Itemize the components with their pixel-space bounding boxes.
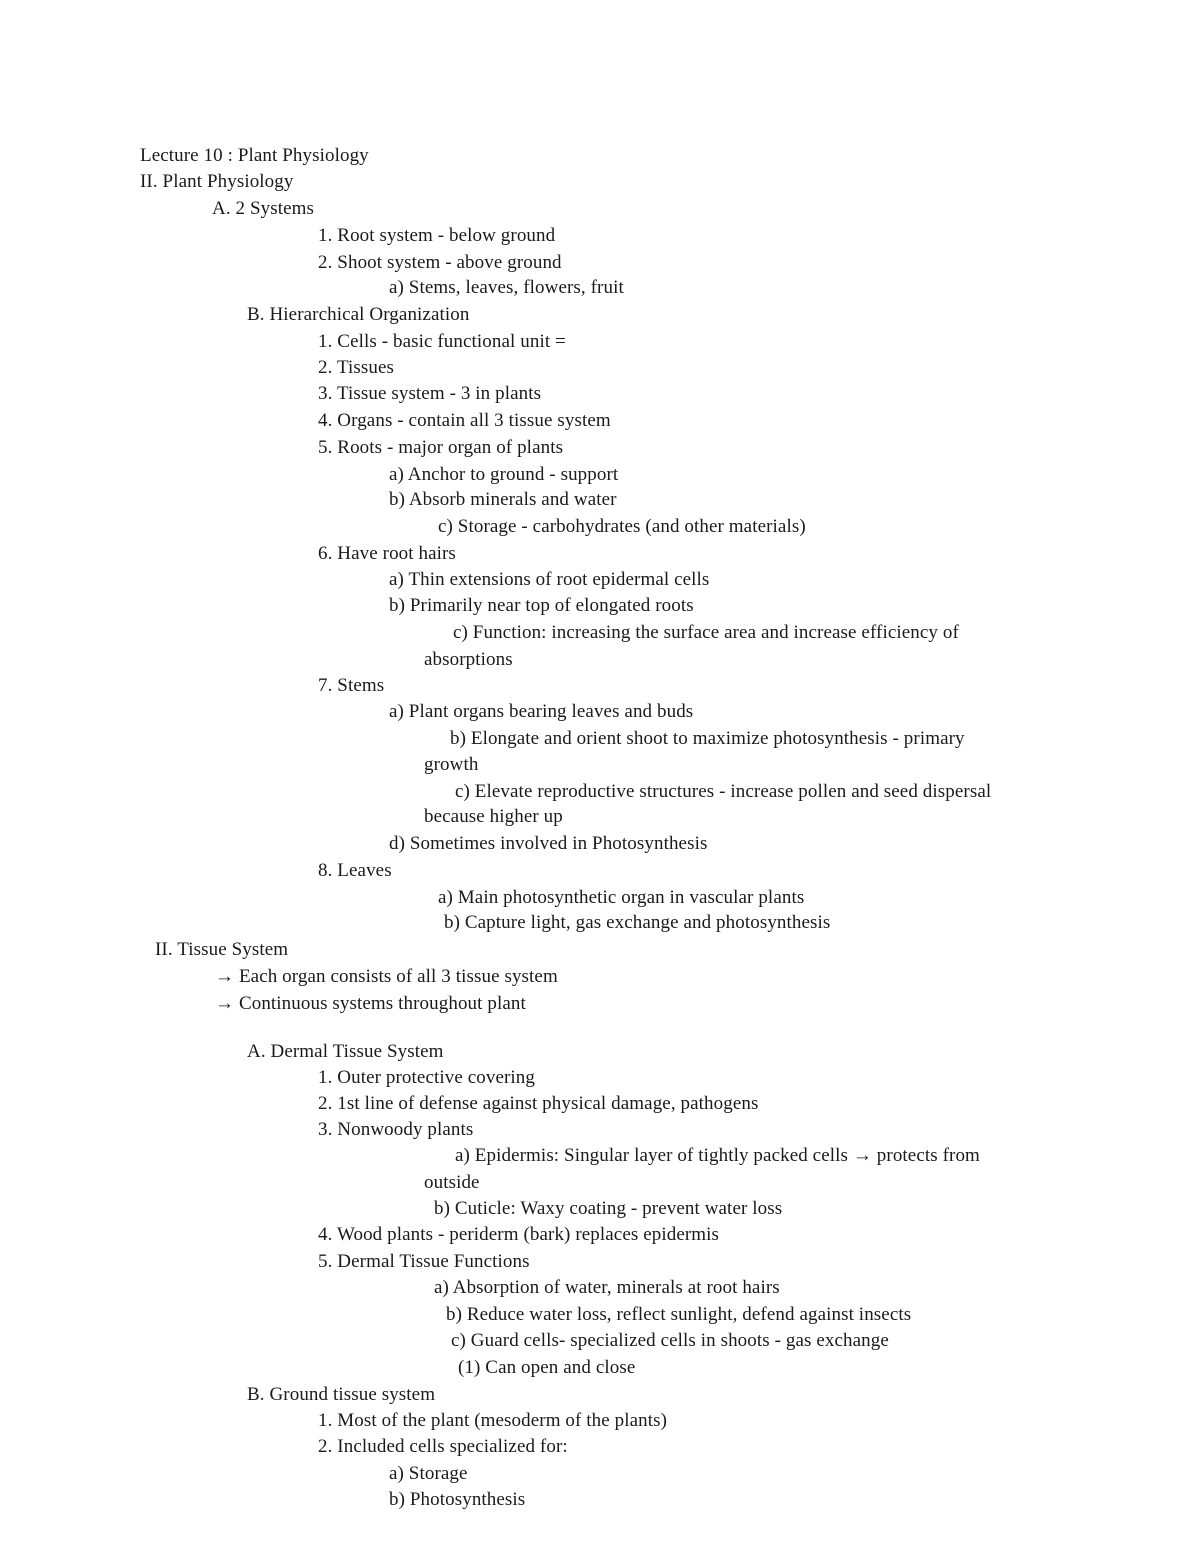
outline-subitem: a) Plant organs bearing leaves and buds bbox=[389, 701, 694, 722]
outline-item: 5. Dermal Tissue Functions bbox=[318, 1251, 530, 1272]
outline-subitem: b) Cuticle: Waxy coating - prevent water loss bbox=[434, 1198, 783, 1219]
outline-subitem: a) Main photosynthetic organ in vascular plants bbox=[438, 887, 805, 908]
outline-item: 2. Included cells specialized for: bbox=[318, 1436, 568, 1457]
outline-item: 8. Leaves bbox=[318, 860, 392, 881]
outline-item: 2. Tissues bbox=[318, 357, 394, 378]
outline-item: 2. Shoot system - above ground bbox=[318, 252, 562, 273]
outline-subitem-continued: outside bbox=[424, 1172, 480, 1193]
outline-item: 4. Wood plants - periderm (bark) replaces epidermis bbox=[318, 1224, 720, 1245]
subsection-heading: A. 2 Systems bbox=[212, 198, 315, 219]
outline-subitem: b) Absorb minerals and water bbox=[389, 489, 617, 510]
lecture-title: Lecture 10 : Plant Physiology bbox=[140, 145, 369, 166]
outline-item: 1. Most of the plant (mesoderm of the plants) bbox=[318, 1410, 668, 1431]
outline-subitem: b) Capture light, gas exchange and photosynthesis bbox=[444, 912, 831, 933]
outline-item: 1. Cells - basic functional unit = bbox=[318, 331, 566, 352]
outline-subitem: b) Elongate and orient shoot to maximize photosynthesis - primary bbox=[450, 728, 965, 749]
outline-subitem: c) Guard cells- specialized cells in shoots - gas exchange bbox=[451, 1330, 889, 1351]
outline-subitem: c) Elevate reproductive structures - increase pollen and seed dispersal bbox=[455, 781, 992, 802]
outline-item: 1. Root system - below ground bbox=[318, 225, 556, 246]
outline-subitem: a) Absorption of water, minerals at root hairs bbox=[434, 1277, 780, 1298]
outline-item: 6. Have root hairs bbox=[318, 543, 456, 564]
outline-item: 3. Nonwoody plants bbox=[318, 1119, 474, 1140]
outline-subitem: c) Storage - carbohydrates (and other materials) bbox=[438, 516, 806, 537]
outline-subitem: b) Photosynthesis bbox=[389, 1489, 526, 1510]
subsection-heading: B. Ground tissue system bbox=[247, 1384, 436, 1405]
outline-subitem-continued: absorptions bbox=[424, 649, 513, 670]
outline-subitem-continued: growth bbox=[424, 754, 479, 775]
outline-subitem-continued: because higher up bbox=[424, 806, 563, 827]
outline-subitem: a) Thin extensions of root epidermal cells bbox=[389, 569, 710, 590]
section-heading: II. Plant Physiology bbox=[140, 171, 294, 192]
arrow-note: → Continuous systems throughout plant bbox=[215, 993, 526, 1014]
subsection-heading: A. Dermal Tissue System bbox=[247, 1041, 444, 1062]
outline-subitem: a) Anchor to ground - support bbox=[389, 464, 619, 485]
outline-subitem: c) Function: increasing the surface area and increase efficiency of bbox=[453, 622, 959, 643]
outline-subsubitem: (1) Can open and close bbox=[458, 1357, 636, 1378]
outline-subitem: a) Stems, leaves, flowers, fruit bbox=[389, 277, 624, 298]
outline-item: 5. Roots - major organ of plants bbox=[318, 437, 564, 458]
arrow-note: → Each organ consists of all 3 tissue system bbox=[215, 966, 558, 987]
outline-subitem: a) Epidermis: Singular layer of tightly packed cells → protects from bbox=[455, 1145, 980, 1166]
outline-item: 7. Stems bbox=[318, 675, 385, 696]
outline-item: 4. Organs - contain all 3 tissue system bbox=[318, 410, 611, 431]
outline-subitem: b) Reduce water loss, reflect sunlight, defend against insects bbox=[446, 1304, 912, 1325]
outline-item: 2. 1st line of defense against physical damage, pathogens bbox=[318, 1093, 759, 1114]
subsection-heading: B. Hierarchical Organization bbox=[247, 304, 470, 325]
section-heading: II. Tissue System bbox=[155, 939, 289, 960]
outline-subitem: b) Primarily near top of elongated roots bbox=[389, 595, 694, 616]
outline-subitem: d) Sometimes involved in Photosynthesis bbox=[389, 833, 708, 854]
outline-item: 1. Outer protective covering bbox=[318, 1067, 535, 1088]
outline-item: 3. Tissue system - 3 in plants bbox=[318, 383, 542, 404]
outline-subitem: a) Storage bbox=[389, 1463, 468, 1484]
